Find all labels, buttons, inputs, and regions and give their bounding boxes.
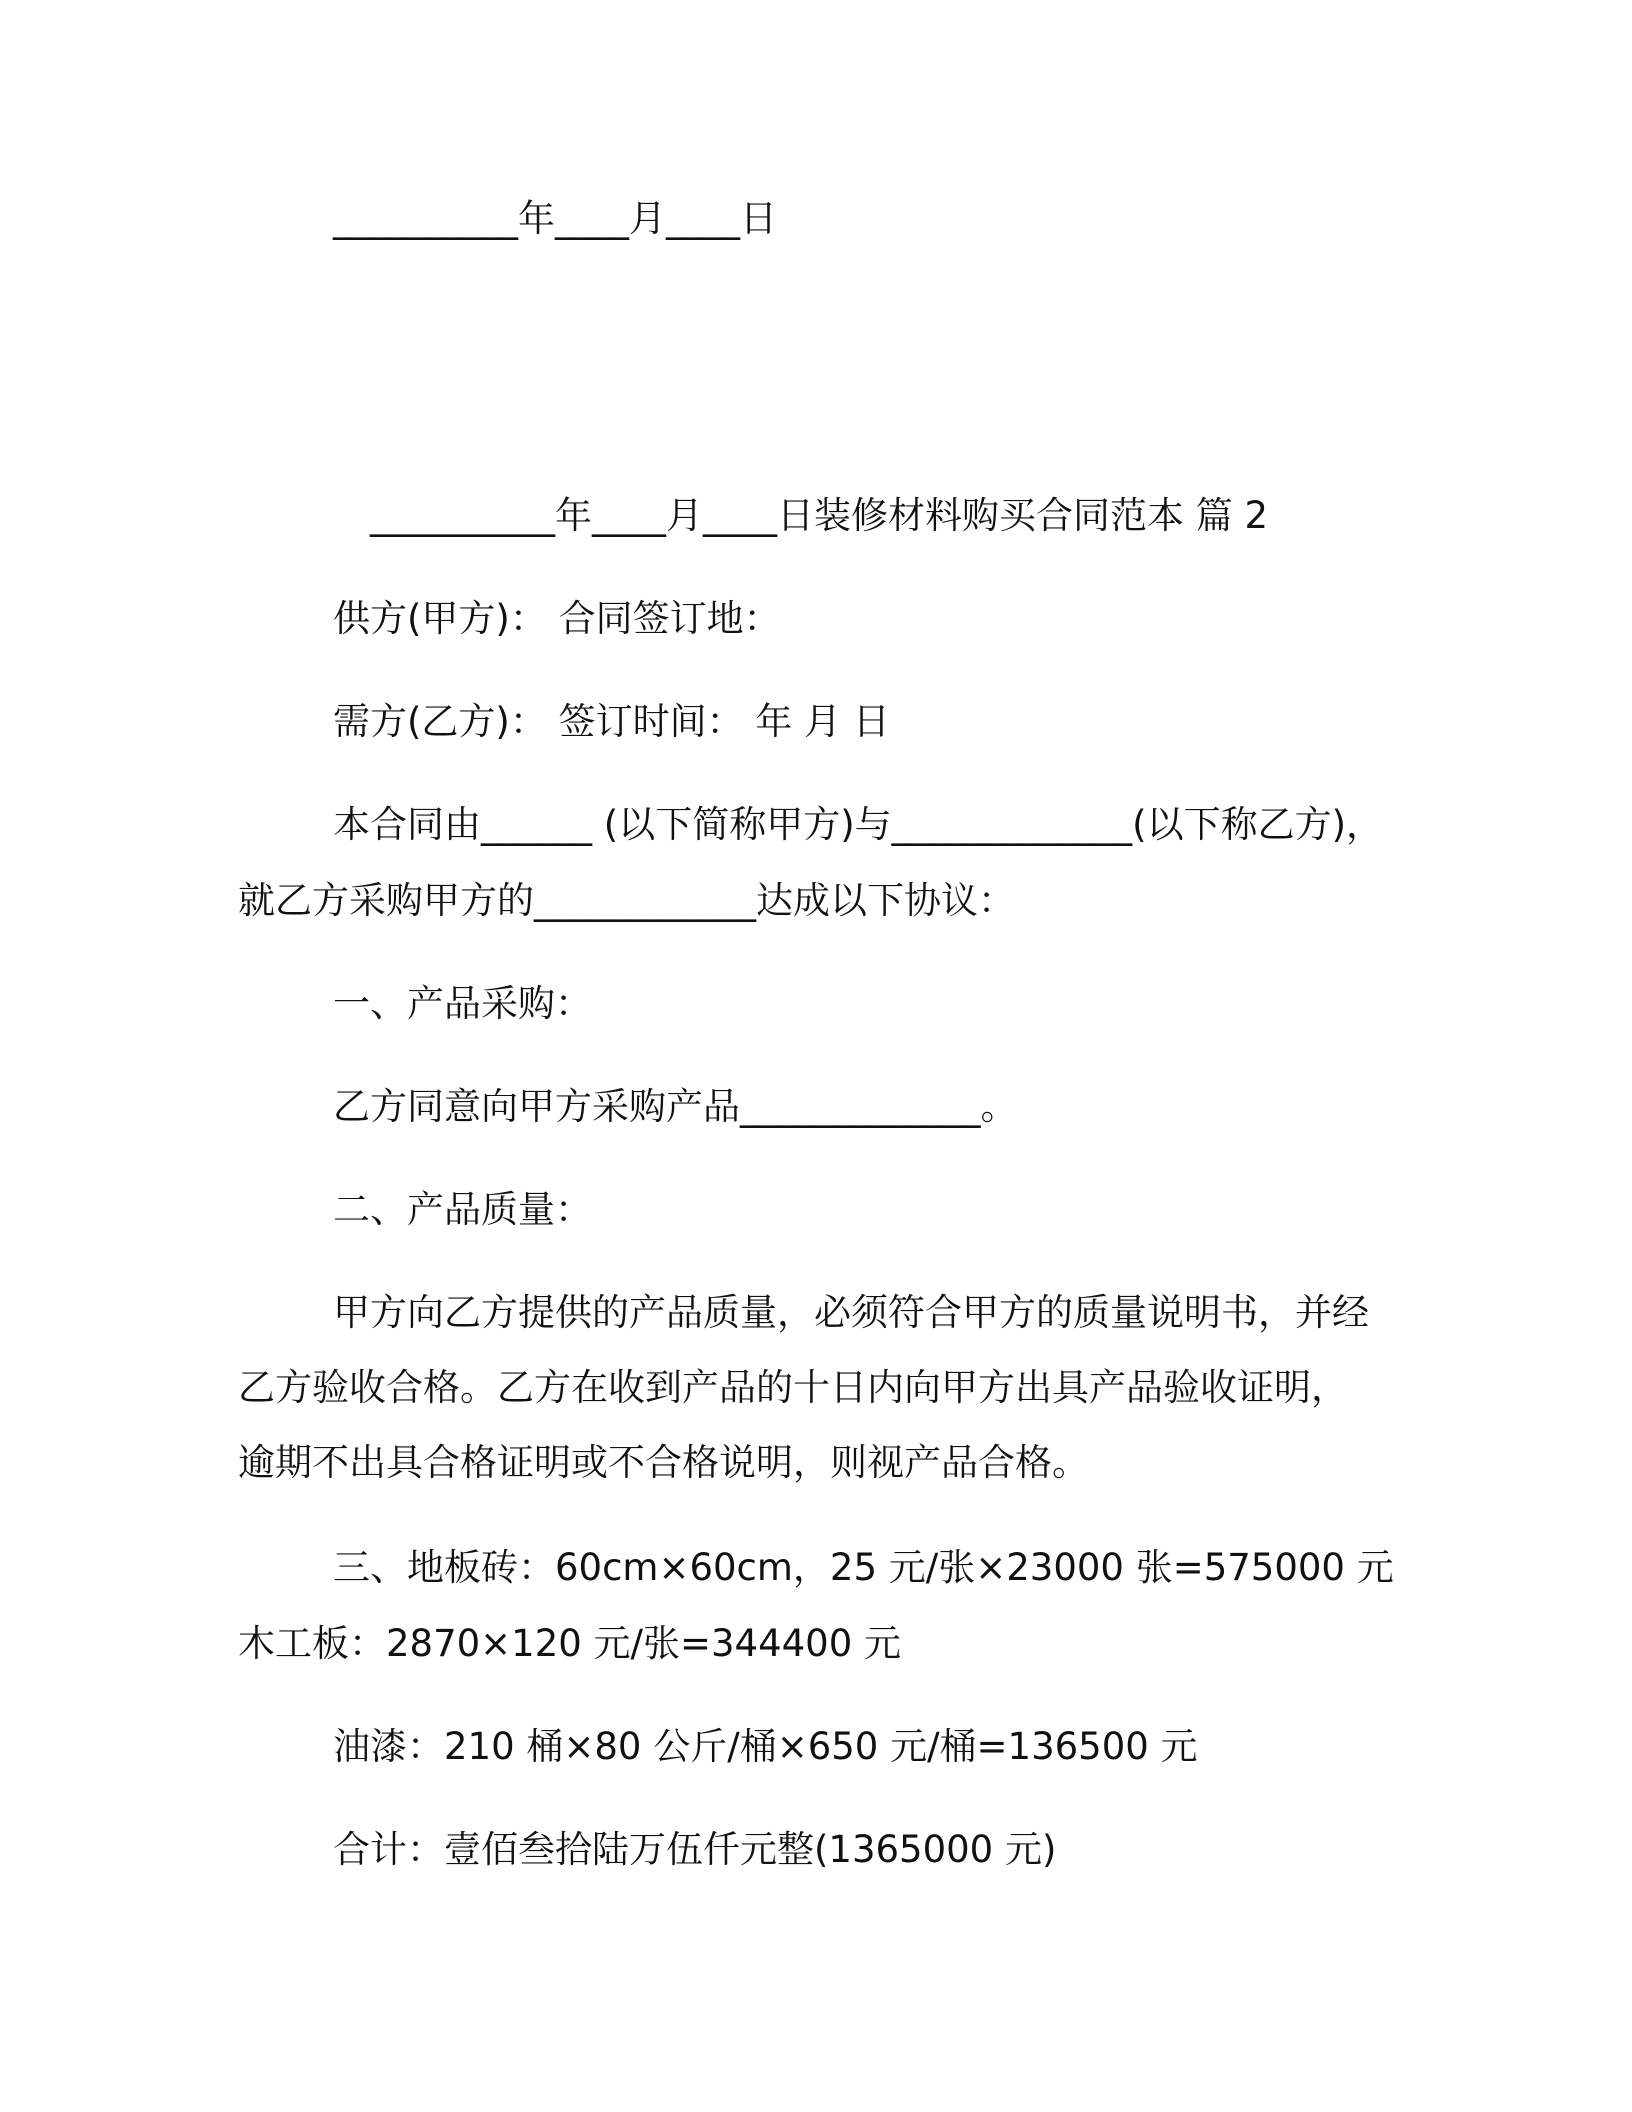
section-1-body: 乙方同意向甲方采购产品_____________。 — [333, 1085, 1018, 1128]
section-3-line-1: 三、地板砖：60cm×60cm，25 元/张×23000 张=575000 元 — [333, 1546, 1394, 1589]
date-line: __________年____月____日 — [333, 197, 777, 240]
intro-paragraph-line-1: 本合同由______ (以下简称甲方)与_____________(以下称乙方)， — [333, 803, 1384, 846]
buyer-line: 需方(乙方)： 签订时间： 年 月 日 — [333, 700, 890, 743]
section-1-title: 一、产品采购： — [333, 982, 592, 1025]
section-2-body-line-2: 乙方验收合格。乙方在收到产品的十日内向甲方出具产品验收证明， — [238, 1366, 1348, 1409]
supplier-line: 供方(甲方)： 合同签订地： — [333, 597, 781, 640]
section-2-body-line-3: 逾期不出具合格证明或不合格说明，则视产品合格。 — [238, 1441, 1089, 1484]
total-line: 合计：壹佰叁拾陆万伍仟元整(1365000 元) — [333, 1828, 1057, 1871]
contract-heading: __________年____月____日装修材料购买合同范本 篇 2 — [370, 494, 1269, 537]
section-2-body-line-1: 甲方向乙方提供的产品质量，必须符合甲方的质量说明书，并经 — [333, 1291, 1369, 1334]
section-2-title: 二、产品质量： — [333, 1188, 592, 1231]
paint-line: 油漆：210 桶×80 公斤/桶×650 元/桶=136500 元 — [333, 1725, 1198, 1768]
section-3-line-2: 木工板：2870×120 元/张=344400 元 — [238, 1622, 902, 1665]
intro-paragraph-line-2: 就乙方采购甲方的____________达成以下协议： — [238, 879, 1015, 922]
